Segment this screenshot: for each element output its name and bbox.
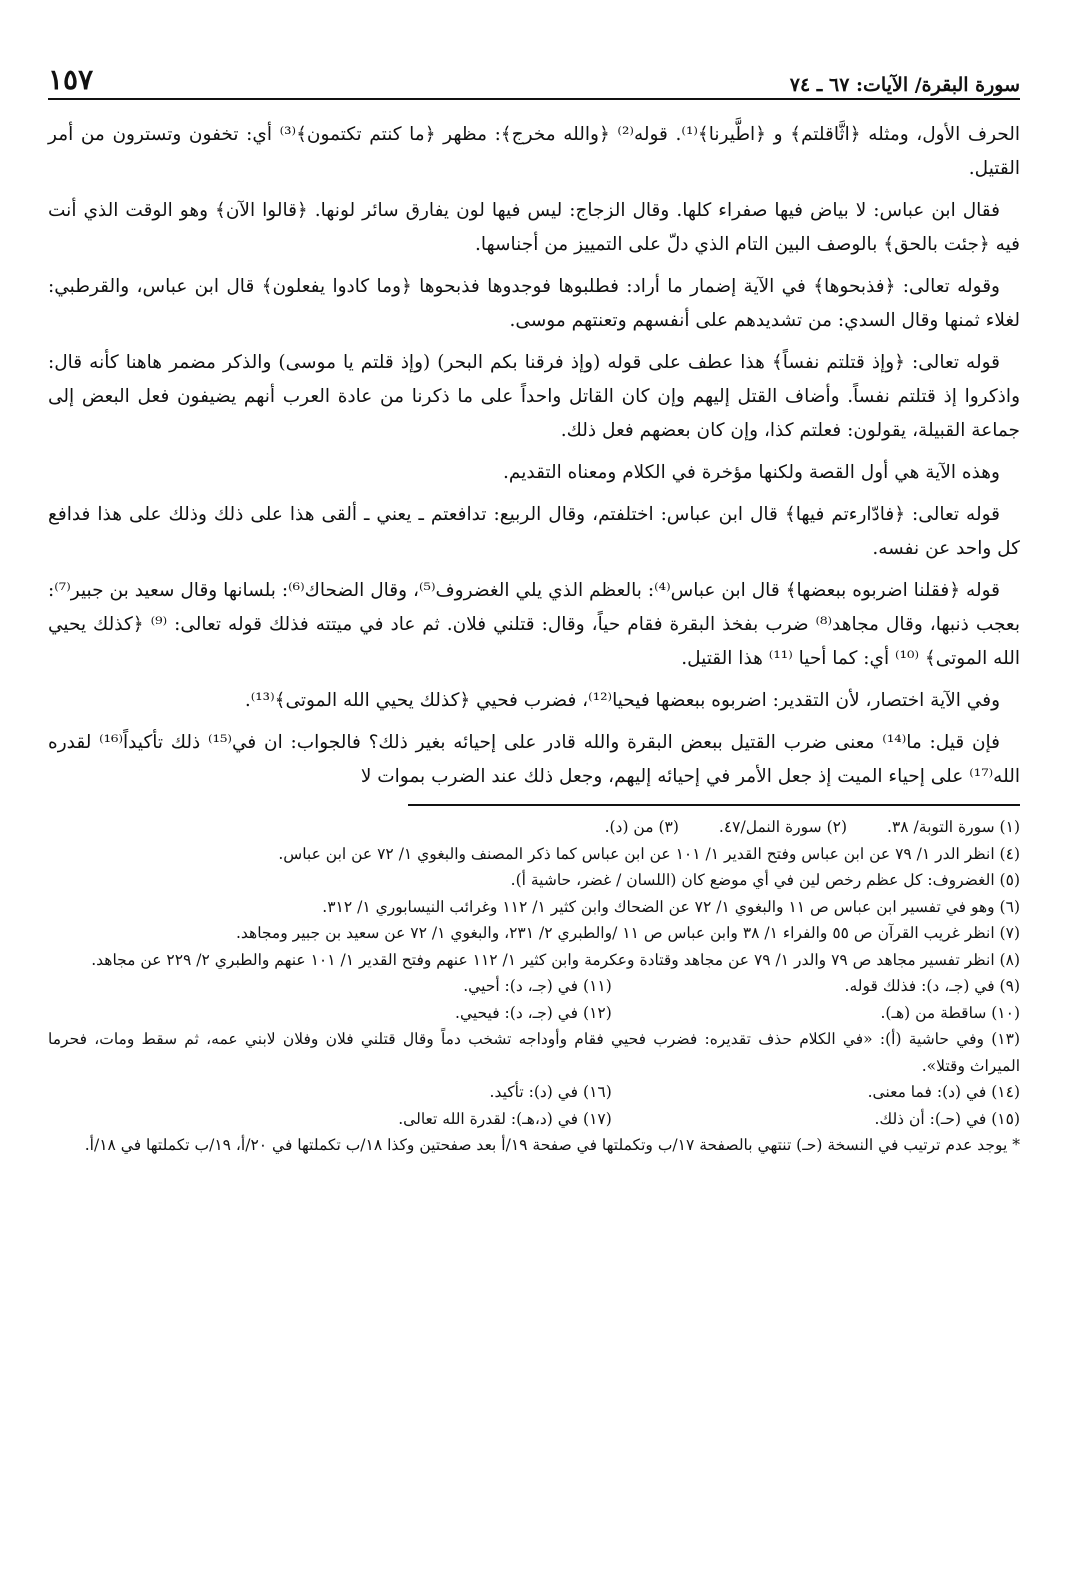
footnote-separator xyxy=(48,804,1020,1159)
running-title: سورة البقرة/ الآيات: ٦٧ ـ ٧٤ xyxy=(789,74,1020,96)
paragraph: قوله تعالى: ﴿فادّارءتم فيها﴾ قال ابن عباس: اختلفتم، وقال الربيع: تدافعتم ـ يعني ـ ألقى هذا على ذلك وذلك على هذا فدافع كل واحد عن نفسه. xyxy=(48,504,1020,559)
footnote: (٤) انظر الدر ١/ ٧٩ عن ابن عباس وفتح القدير ١/ ١٠١ عن ابن عباس كما ذكر المصنف والبغوي ١/ ٧٢ عن ابن عباس. xyxy=(278,844,1020,863)
footnotes xyxy=(48,814,1020,1159)
page-number: ١٥٧ xyxy=(48,63,94,96)
footnote: (١٠) ساقطة من (هـ). xyxy=(880,1003,1020,1022)
footnote: (٩) في (جـ، د): فذلك قوله. xyxy=(844,977,1020,995)
footnote: (١٤) في (د): فما معنى. xyxy=(867,1083,1020,1101)
footnote: (١٥) في (حـ): أن ذلك. xyxy=(874,1109,1020,1128)
paragraph: الحرف الأول، ومثله ﴿اثَّاقلتم﴾ و ﴿اطَّيرنا﴾⁽¹⁾. قوله⁽²⁾ ﴿والله مخرج﴾: مظهر ﴿ما كنتم تكتمون﴾⁽³⁾ أي: تخفون وتسترون من أمر القتيل. xyxy=(48,124,1021,179)
footnote-note: * يوجد عدم ترتيب في النسخة (حـ) تنتهي بالصفحة ١٧/ب وتكملتها في صفحة ١٩/أ بعد صفحتين وكذا ١٨/ب تكملتها في ٢٠/أ، ١٩/ب تكملتها في ١٨/أ. xyxy=(84,1136,1020,1154)
footnote-row xyxy=(48,814,1020,841)
footnote: (١٣) وفي حاشية (أ): «في الكلام حذف تقديره: فضرب فحيي فقام وأوداجه تشخب دماً وقال قتلني فلان وفلان لابني عمه، ثم سقط ومات، فحرما الميراث وقتلا». xyxy=(48,1030,1020,1075)
footnote: (٣) من (د). xyxy=(604,818,679,836)
footnote: (٨) انظر تفسير مجاهد ص ٧٩ والدر ١/ ٧٩ عن مجاهد وقتادة وعكرمة وابن كثير ١/ ١١٢ عنهم وفتح القدير ١/ ١٠١ عنهم والطبري ٢/ ٢٢٩ عن مجاهد. xyxy=(91,950,1020,969)
footnote: (١) سورة التوبة/ ٣٨. xyxy=(887,818,1020,836)
footnote: (٢) سورة النمل/٤٧. xyxy=(718,818,848,836)
main-text xyxy=(48,118,1020,794)
paragraph: قوله تعالى: ﴿وإذ قتلتم نفساً﴾ هذا عطف على قوله (وإذ فرقنا بكم البحر) (وإذ قلتم يا موسى) والذكر مضمر هاهنا كأنه قال: واذكروا إذ قتلتم نفساً. وأضاف القتل إليهم وإن كان القاتل واحداً على ما ذكرنا من عادة العرب أنهم يضيفون فعل البعض إلى جماعة القبيلة، يقولون: فعلتم كذا، وإن كان بعضهم فعل ذلك. xyxy=(48,352,1020,441)
footnote: (١١) في (جـ، د): أحيي. xyxy=(463,977,612,995)
footnote-grid xyxy=(48,973,1020,1026)
footnote: (١٦) في (د): تأكيد. xyxy=(489,1083,612,1101)
footnote: (٦) وهو في تفسير ابن عباس ص ١١ والبغوي ١/ ٧٢ عن الضحاك وابن كثير ١/ ١١٢ وغرائب النيسابوري ١/ ٣١٢. xyxy=(322,897,1020,916)
paragraph: فقال ابن عباس: لا بياض فيها صفراء كلها. وقال الزجاج: ليس فيها لون يفارق سائر لونها. ﴿قالوا الآن﴾ وهو الوقت الذي أنت فيه ﴿جئت بالحق﴾ بالوصف البين التام الذي دلّ على التمييز من أجناسها. xyxy=(48,200,1020,255)
footnote: (١٢) في (جـ، د): فيحيي. xyxy=(455,1003,612,1022)
paragraph: وفي الآية اختصار، لأن التقدير: اضربوه ببعضها فيحيا⁽¹²⁾، فضرب فحيي ﴿كذلك يحيي الله الموتى﴾⁽¹³⁾. xyxy=(244,690,1000,711)
book-page xyxy=(48,56,1020,1159)
footnote: (٧) انظر غريب القرآن ص ٥٥ والفراء ١/ ٣٨ وابن عباس ص ١١ /والطبري ٢/ ٢٣١، والبغوي ١/ ٧٢ عن سعيد بن جبير ومجاهد. xyxy=(235,924,1020,942)
running-header xyxy=(48,56,1020,100)
paragraph: قوله ﴿فقلنا اضربوه ببعضها﴾ قال ابن عباس⁽⁴⁾: بالعظم الذي يلي الغضروف⁽⁵⁾، وقال الضحاك⁽⁶⁾: بلسانها وقال سعيد بن جبير⁽⁷⁾: بعجب ذنبها، وقال مجاهد⁽⁸⁾ ضرب بفخذ البقرة فقام حياً، وقال: قتلني فلان. ثم عاد في ميتته فذلك قوله تعالى: ⁽⁹⁾ ﴿كذلك يحيي الله الموتى﴾ ⁽¹⁰⁾ أي: كما أحيا ⁽¹¹⁾ هذا القتيل. xyxy=(48,580,1020,669)
paragraph: فإن قيل: ما⁽¹⁴⁾ معنى ضرب القتيل ببعض البقرة والله قادر على إحيائه بغير ذلك؟ فالجواب: ان في⁽¹⁵⁾ ذلك تأكيداً⁽¹⁶⁾ لقدره الله⁽¹⁷⁾ على إحياء الميت إذ جعل الأمر في إحيائه إليهم، وجعل ذلك عند الضرب بموات لا xyxy=(48,732,1020,787)
footnote: (١٧) في (د،هـ): لقدرة الله تعالى. xyxy=(398,1109,612,1128)
paragraph: وقوله تعالى: ﴿فذبحوها﴾ في الآية إضمار ما أراد: فطلبوها فوجدوها فذبحوها ﴿وما كادوا يفعلون﴾ قال ابن عباس، والقرطبي: لغلاء ثمنها وقال السدي: من تشديدهم على أنفسهم وتعنتهم موسى. xyxy=(48,276,1020,331)
footnote: (٥) الغضروف: كل عظم رخص لين في أي موضع كان (اللسان / غضر، حاشية أ). xyxy=(510,871,1020,889)
paragraph: وهذه الآية هي أول القصة ولكنها مؤخرة في الكلام ومعناه التقديم. xyxy=(503,462,1000,483)
footnote-grid xyxy=(48,1079,1020,1132)
